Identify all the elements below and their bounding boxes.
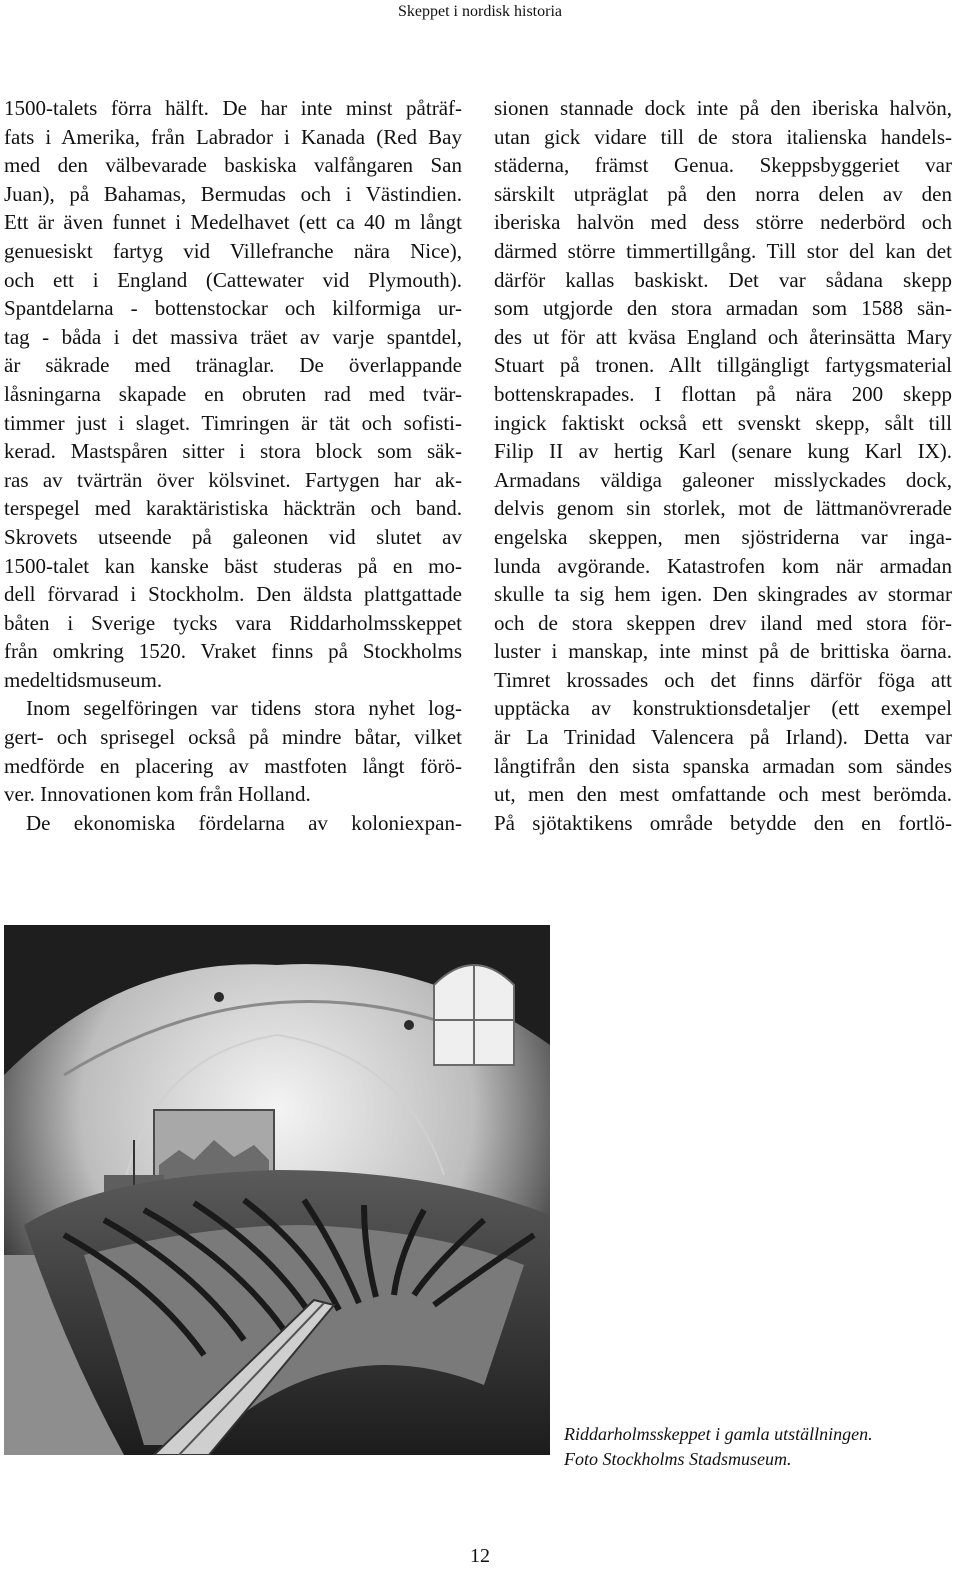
- text-line: utan gick vidare till de stora italienska handels-: [494, 124, 952, 149]
- text-line: medeltidsmuseum.: [4, 667, 163, 692]
- photo-caption: [564, 1422, 944, 1472]
- text-line: Inom segelföringen var tidens stora nyhet log-: [26, 696, 462, 721]
- text-line: låsningarna skapade en obruten rad med tvär-: [4, 381, 462, 406]
- ship-wreck-photo: [4, 925, 550, 1455]
- text-line: Spantdelarna - bottenstockar och kilformiga ur-: [4, 296, 462, 321]
- text-line: dell förvarad i Stockholm. Den äldsta plattgattade: [4, 582, 462, 607]
- text-line: engelska skeppen, men sjöstriderna var inga-: [494, 524, 952, 549]
- text-line: bottenskrapades. I flottan på nära 200 skepp: [494, 381, 952, 406]
- text-line: upptäcka av konstruktionsdetaljer (ett exempel: [494, 696, 952, 721]
- text-line: timmer just i slaget. Timringen är tät och sofisti-: [4, 410, 462, 435]
- text-line: terspegel med karaktäristiska häckträn och band.: [4, 496, 462, 521]
- text-line: lunda avgörande. Katastrofen kom när armadan: [494, 553, 952, 578]
- text-line: städerna, främst Genua. Skeppsbyggeriet var: [494, 153, 952, 178]
- right-text-column: [494, 94, 952, 837]
- text-line: Ett är även funnet i Medelhavet (ett ca 40 m långt: [4, 210, 462, 235]
- text-line: ut, men den mest omfattande och mest berömda.: [494, 782, 952, 807]
- text-line: Armadans väldiga galeoner misslyckades dock,: [494, 467, 952, 492]
- page-number: 12: [470, 1545, 490, 1567]
- text-line: Stuart på tronen. Allt tillgängligt fartygsmaterial: [494, 353, 952, 378]
- text-line: delvis genom sin storlek, mot de lättmanövrerade: [494, 496, 952, 521]
- text-line: är säkrade med tränaglar. De överlappande: [4, 353, 462, 378]
- text-line: medförde en placering av mastfoten långt förö-: [4, 753, 462, 778]
- running-header: [0, 0, 960, 40]
- text-line: därför kallas baskiskt. Det var sådana skepp: [494, 267, 952, 292]
- text-line: särskilt utpräglat på den norra delen av den: [494, 181, 952, 206]
- text-line: 1500-talet kan kanske bäst studeras på en mo-: [4, 553, 462, 578]
- text-line: är La Trinidad Valencera på Irland). Detta var: [494, 725, 952, 750]
- caption-line: Riddarholmsskeppet i gamla utställningen.: [564, 1424, 873, 1444]
- text-line: Skrovets utseende på galeonen vid slutet av: [4, 524, 462, 549]
- text-line: 1500-talets förra hälft. De har inte minst påträf-: [4, 96, 462, 120]
- text-line: och ett i England (Cattewater vid Plymouth).: [4, 267, 462, 292]
- text-line: ver. Innovationen kom från Holland.: [4, 782, 311, 807]
- text-line: fats i Amerika, från Labrador i Kanada (Red Bay: [4, 124, 462, 149]
- text-line: från omkring 1520. Vraket finns på Stockholms: [4, 639, 462, 664]
- text-line: genuesiskt fartyg vid Villefranche nära Nice),: [4, 238, 462, 263]
- text-line: med den välbevarade baskiska valfångaren San: [4, 153, 462, 178]
- text-line: ras av tvärträn över kölsvinet. Fartygen har ak-: [4, 467, 462, 492]
- text-line: Juan), på Bahamas, Bermudas och i Västindien.: [4, 181, 462, 206]
- text-line: Timret krossades och det finns därför föga att: [494, 667, 952, 692]
- text-line: ingick faktiskt också ett svenskt skepp, sålt till: [494, 410, 952, 435]
- text-line: På sjötaktikens område betydde den en fortlö-: [494, 810, 952, 835]
- ship-wreck-illustration: [4, 925, 550, 1455]
- running-title: Skeppet i nordisk historia: [398, 3, 562, 20]
- text-line: iberiska halvön med dess större nederbörd och: [494, 210, 952, 235]
- text-line: gert- och sprisegel också på mindre båtar, vilket: [4, 725, 462, 750]
- text-line: båten i Sverige tycks vara Riddarholmsskeppet: [4, 610, 462, 635]
- text-line: tag - båda i det massiva träet av varje spantdel,: [4, 324, 462, 349]
- text-line: kerad. Mastspåren sitter i stora block som säk-: [4, 439, 462, 464]
- text-line: och de stora skeppen drev iland med stora för-: [494, 610, 952, 635]
- text-line: långtifrån den sista spanska armadan som sändes: [494, 753, 952, 778]
- caption-line: Foto Stockholms Stadsmuseum.: [564, 1449, 792, 1469]
- text-line: därmed större timmertillgång. Till stor del kan det: [494, 238, 952, 263]
- text-line: des ut för att kväsa England och återinsätta Mary: [494, 324, 952, 349]
- text-line: De ekonomiska fördelarna av koloniexpan-: [26, 810, 462, 835]
- text-line: som utgjorde den stora armadan som 1588 sän-: [494, 296, 952, 321]
- left-text-column: [4, 94, 462, 837]
- text-line: Filip II av hertig Karl (senare kung Karl IX).: [494, 439, 952, 464]
- text-line: skulle ta sig hem igen. Den skingrades av stormar: [494, 582, 952, 607]
- text-line: sionen stannade dock inte på den iberiska halvön,: [494, 96, 952, 120]
- text-line: luster i manskap, inte minst på de brittiska öarna.: [494, 639, 952, 664]
